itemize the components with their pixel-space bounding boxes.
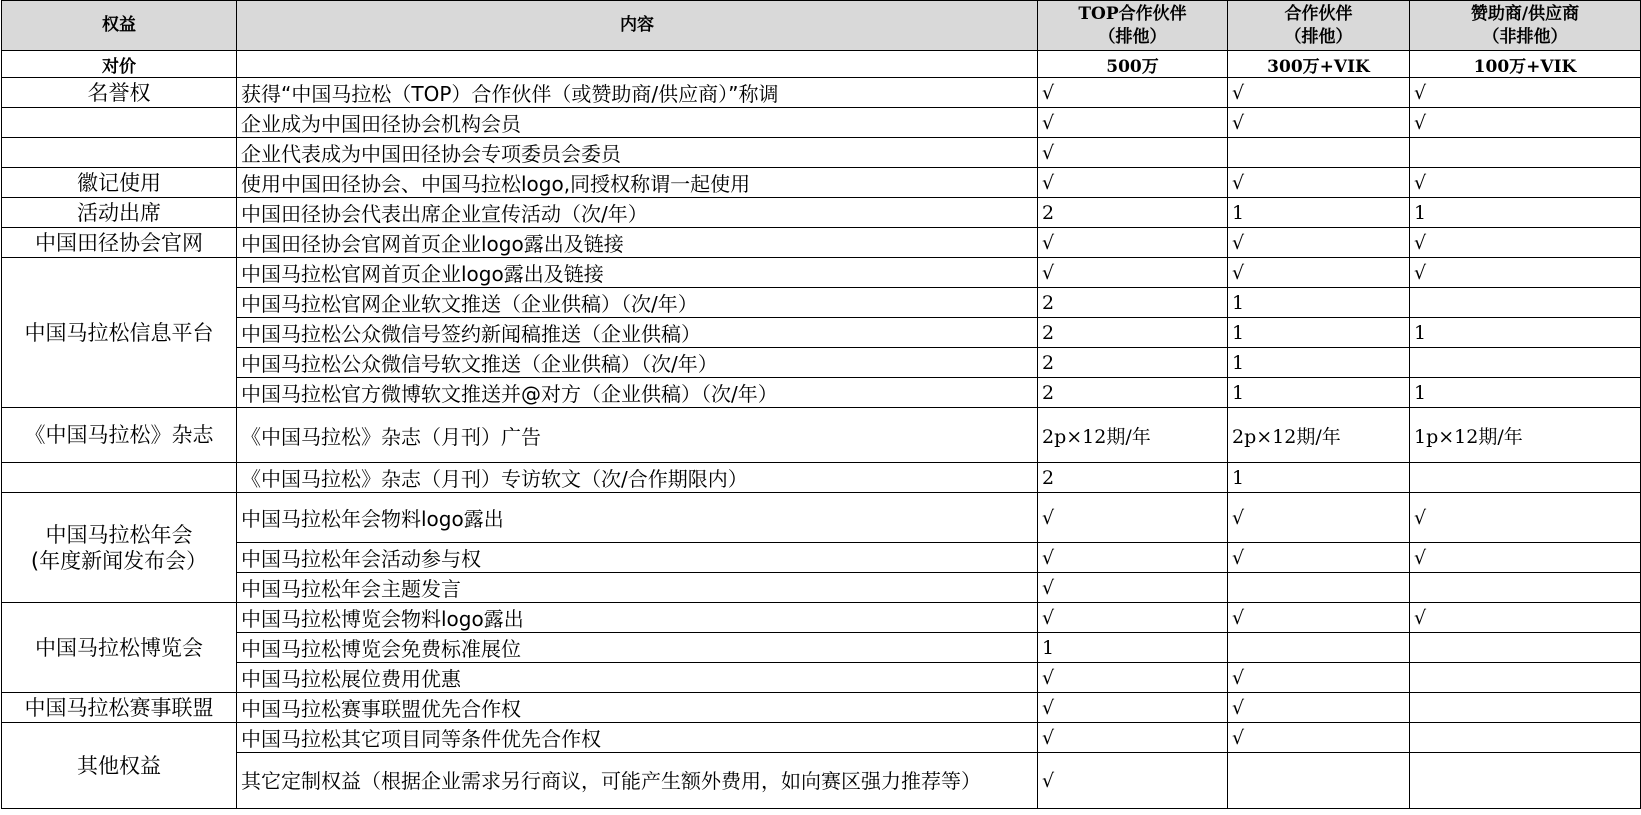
- table-row: [2, 573, 1641, 603]
- row-top-value: √: [1038, 693, 1228, 723]
- table-row: [2, 753, 1641, 809]
- row-sponsor-value: [1410, 463, 1641, 493]
- row-partner-value: 2p×12期/年: [1228, 408, 1410, 463]
- row-top-value: √: [1038, 723, 1228, 753]
- table-row: [2, 663, 1641, 693]
- row-top-value: 2: [1038, 378, 1228, 408]
- row-sponsor-value: 1: [1410, 378, 1641, 408]
- row-content: 中国马拉松公众微信号软文推送（企业供稿）（次/年）: [237, 348, 1038, 378]
- row-partner-value: √: [1228, 543, 1410, 573]
- row-top-value: √: [1038, 168, 1228, 198]
- row-sponsor-value: 1: [1410, 318, 1641, 348]
- table-row: [2, 288, 1641, 318]
- row-partner-value: 1: [1228, 348, 1410, 378]
- header-partner-title: 合作伙伴: [1284, 3, 1353, 24]
- row-partner-value: [1228, 633, 1410, 663]
- price-row: [2, 51, 1641, 78]
- row-content: 其它定制权益（根据企业需求另行商议，可能产生额外费用，如向赛区强力推荐等）: [237, 753, 1038, 809]
- row-content: 中国马拉松年会活动参与权: [237, 543, 1038, 573]
- table-row: [2, 493, 1641, 543]
- row-sponsor-value: √: [1410, 493, 1641, 543]
- category-annual-subtitle: (年度新闻发布会）: [30, 548, 208, 573]
- row-content: 中国马拉松博览会免费标准展位: [237, 633, 1038, 663]
- row-sponsor-value: √: [1410, 108, 1641, 138]
- header-sponsor-title: 赞助商/供应商: [1470, 3, 1580, 24]
- table-row: [2, 168, 1641, 198]
- row-top-value: √: [1038, 78, 1228, 108]
- category-other: 其他权益: [2, 723, 237, 809]
- price-sponsor: 100万+VIK: [1410, 51, 1641, 78]
- price-top: 500万: [1038, 51, 1228, 78]
- row-partner-value: √: [1228, 108, 1410, 138]
- table-row: [2, 258, 1641, 288]
- header-partner-note: （排他）: [1284, 26, 1353, 47]
- category-empty: [2, 138, 237, 168]
- table-row: [2, 138, 1641, 168]
- row-content: 中国马拉松其它项目同等条件优先合作权: [237, 723, 1038, 753]
- header-top-partner: [1038, 1, 1228, 51]
- header-content: 内容: [237, 1, 1038, 51]
- row-content: 中国马拉松博览会物料logo露出: [237, 603, 1038, 633]
- row-content: 中国马拉松官网首页企业logo露出及链接: [237, 258, 1038, 288]
- table-row: [2, 463, 1641, 493]
- row-content: 中国马拉松公众微信号签约新闻稿推送（企业供稿）: [237, 318, 1038, 348]
- header-sponsor-note: （非排他）: [1482, 26, 1568, 47]
- row-partner-value: [1228, 753, 1410, 809]
- row-sponsor-value: √: [1410, 543, 1641, 573]
- row-partner-value: √: [1228, 603, 1410, 633]
- row-partner-value: [1228, 138, 1410, 168]
- category-magazine: 《中国马拉松》杂志: [2, 408, 237, 463]
- row-top-value: √: [1038, 603, 1228, 633]
- row-top-value: √: [1038, 228, 1228, 258]
- row-content: 企业成为中国田径协会机构会员: [237, 108, 1038, 138]
- table-row: [2, 78, 1641, 108]
- row-content: 中国马拉松年会物料logo露出: [237, 493, 1038, 543]
- row-top-value: 2: [1038, 348, 1228, 378]
- row-sponsor-value: √: [1410, 603, 1641, 633]
- price-content-empty: [237, 51, 1038, 78]
- row-top-value: 1: [1038, 633, 1228, 663]
- row-sponsor-value: [1410, 753, 1641, 809]
- row-partner-value: √: [1228, 723, 1410, 753]
- table-row: [2, 543, 1641, 573]
- row-sponsor-value: √: [1410, 168, 1641, 198]
- price-partner: 300万+VIK: [1228, 51, 1410, 78]
- row-content: 企业代表成为中国田径协会专项委员会委员: [237, 138, 1038, 168]
- row-content: 《中国马拉松》杂志（月刊）广告: [237, 408, 1038, 463]
- category-info-platform: 中国马拉松信息平台: [2, 258, 237, 408]
- category-annual-meeting: [2, 493, 237, 603]
- row-top-value: √: [1038, 258, 1228, 288]
- row-top-value: √: [1038, 543, 1228, 573]
- row-top-value: √: [1038, 753, 1228, 809]
- table-row: [2, 108, 1641, 138]
- row-top-value: 2: [1038, 463, 1228, 493]
- row-sponsor-value: 1p×12期/年: [1410, 408, 1641, 463]
- category-honor: 名誉权: [2, 78, 237, 108]
- row-top-value: 2: [1038, 318, 1228, 348]
- table-row: [2, 228, 1641, 258]
- row-sponsor-value: [1410, 288, 1641, 318]
- row-content: 中国马拉松官网企业软文推送（企业供稿）（次/年）: [237, 288, 1038, 318]
- row-top-value: √: [1038, 108, 1228, 138]
- category-empty: [2, 463, 237, 493]
- category-caa-site: 中国田径协会官网: [2, 228, 237, 258]
- category-league: 中国马拉松赛事联盟: [2, 693, 237, 723]
- category-expo: 中国马拉松博览会: [2, 603, 237, 693]
- table-row: [2, 693, 1641, 723]
- row-top-value: √: [1038, 493, 1228, 543]
- row-partner-value: 1: [1228, 463, 1410, 493]
- header-rights: 权益: [2, 1, 237, 51]
- row-partner-value: 1: [1228, 318, 1410, 348]
- row-partner-value: √: [1228, 228, 1410, 258]
- table-row: [2, 633, 1641, 663]
- row-partner-value: 1: [1228, 198, 1410, 228]
- header-top-partner-note: （排他）: [1098, 26, 1167, 47]
- row-partner-value: 1: [1228, 378, 1410, 408]
- row-sponsor-value: [1410, 663, 1641, 693]
- table-row: [2, 198, 1641, 228]
- row-content: 使用中国田径协会、中国马拉松logo,同授权称谓一起使用: [237, 168, 1038, 198]
- table-row: [2, 378, 1641, 408]
- row-sponsor-value: [1410, 723, 1641, 753]
- row-sponsor-value: √: [1410, 78, 1641, 108]
- category-attendance: 活动出席: [2, 198, 237, 228]
- table-row: [2, 318, 1641, 348]
- row-sponsor-value: [1410, 348, 1641, 378]
- row-content: 中国马拉松官方微博软文推送并@对方（企业供稿）（次/年）: [237, 378, 1038, 408]
- header-sponsor: [1410, 1, 1641, 51]
- row-content: 中国田径协会官网首页企业logo露出及链接: [237, 228, 1038, 258]
- row-content: 中国马拉松赛事联盟优先合作权: [237, 693, 1038, 723]
- row-partner-value: 1: [1228, 288, 1410, 318]
- table-row: [2, 723, 1641, 753]
- row-sponsor-value: √: [1410, 228, 1641, 258]
- row-content: 中国田径协会代表出席企业宣传活动（次/年）: [237, 198, 1038, 228]
- header-row: [2, 1, 1641, 51]
- row-sponsor-value: √: [1410, 258, 1641, 288]
- row-top-value: √: [1038, 663, 1228, 693]
- table-row: [2, 603, 1641, 633]
- row-sponsor-value: [1410, 633, 1641, 663]
- header-partner: [1228, 1, 1410, 51]
- row-sponsor-value: 1: [1410, 198, 1641, 228]
- category-annual-title: 中国马拉松年会: [45, 522, 193, 547]
- row-top-value: 2p×12期/年: [1038, 408, 1228, 463]
- row-top-value: √: [1038, 138, 1228, 168]
- row-sponsor-value: [1410, 138, 1641, 168]
- category-emblem: 徽记使用: [2, 168, 237, 198]
- row-partner-value: √: [1228, 168, 1410, 198]
- row-sponsor-value: [1410, 573, 1641, 603]
- row-sponsor-value: [1410, 693, 1641, 723]
- row-partner-value: √: [1228, 258, 1410, 288]
- row-content: 获得“中国马拉松（TOP）合作伙伴（或赞助商/供应商）”称调: [237, 78, 1038, 108]
- category-empty: [2, 108, 237, 138]
- row-content: 中国马拉松展位费用优惠: [237, 663, 1038, 693]
- row-content: 中国马拉松年会主题发言: [237, 573, 1038, 603]
- header-top-partner-title: TOP合作伙伴: [1078, 3, 1187, 24]
- row-partner-value: [1228, 573, 1410, 603]
- row-partner-value: √: [1228, 693, 1410, 723]
- table-row: [2, 348, 1641, 378]
- row-partner-value: √: [1228, 78, 1410, 108]
- table-row: [2, 408, 1641, 463]
- row-top-value: 2: [1038, 288, 1228, 318]
- row-partner-value: √: [1228, 663, 1410, 693]
- row-partner-value: √: [1228, 493, 1410, 543]
- rights-table: [1, 0, 1641, 809]
- row-content: 《中国马拉松》杂志（月刊）专访软文（次/合作期限内）: [237, 463, 1038, 493]
- price-label: 对价: [2, 51, 237, 78]
- row-top-value: 2: [1038, 198, 1228, 228]
- row-top-value: √: [1038, 573, 1228, 603]
